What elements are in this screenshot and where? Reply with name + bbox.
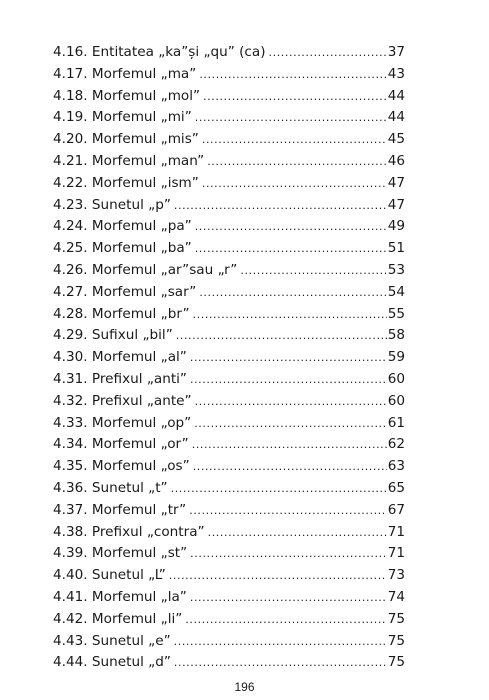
dot-leader [189,500,386,522]
dot-leader [202,129,387,151]
toc-entry-title: 4.30. Morfemul „al” [53,349,187,366]
toc-entry-title: 4.16. Entitatea „ka”și „qu” (ca) [53,44,266,60]
toc-entry [53,391,405,413]
toc-entry [53,522,405,544]
dot-leader [190,347,387,369]
toc-entry-page: 43 [387,65,405,82]
toc-entry-page: 60 [387,392,405,409]
toc-entry [53,369,405,391]
dot-leader [174,195,387,217]
toc-entry [53,347,405,369]
toc-entry [53,631,405,653]
dot-leader [176,325,387,347]
toc-entry-title: 4.38. Prefixul „contra” [53,523,205,540]
toc-entry-page: 51 [387,240,405,257]
toc-entry [53,195,405,217]
toc-entry [53,238,405,260]
toc-entry-title: 4.34. Morfemul „or” [53,436,189,453]
dot-leader [185,609,386,631]
dot-leader [199,64,386,86]
toc-entry [53,173,405,195]
toc-entry-title: 4.26. Morfemul „ar”sau „r” [53,261,238,278]
toc-entry [53,587,405,609]
dot-leader [207,151,387,173]
dot-leader [193,304,387,326]
toc-entry-title: 4.22. Morfemul „ism” [53,174,199,191]
toc-entry-title: 4.37. Morfemul „tr” [53,501,187,518]
dot-leader [195,216,387,238]
toc-entry-title: 4.17. Morfemul „ma” [53,65,197,82]
toc-entry-page: 55 [387,305,405,322]
toc-entry [53,64,405,86]
dot-leader [174,631,387,653]
toc-entry [53,304,405,326]
page-number: 196 [234,680,255,694]
toc-entry [53,652,405,674]
toc-entry-page: 75 [387,610,405,627]
toc-entry-page: 37 [387,44,405,60]
toc-entry-page: 65 [387,479,405,496]
dot-leader [190,587,387,609]
toc-entry-title: 4.29. Sufixul „bil” [53,327,173,344]
toc-entry-title: 4.27. Morfemul „sar” [53,283,197,300]
toc-entry-page: 61 [387,414,405,431]
dot-leader [171,478,387,500]
toc-entry [53,565,405,587]
dot-leader [195,238,387,260]
toc-entry-page: 74 [387,588,405,605]
toc-entry-title: 4.31. Prefixul „anti” [53,370,187,387]
toc-entry-page: 63 [387,458,405,475]
dot-leader [174,652,387,674]
toc-entry-page: 71 [387,523,405,540]
dot-leader [194,413,386,435]
toc-entry-title: 4.43. Sunetul „e” [53,632,171,649]
toc-entry-page: 58 [387,327,405,344]
toc-entry-page: 73 [387,567,405,584]
toc-entry-title: 4.42. Morfemul „li” [53,610,183,627]
toc-entry [53,609,405,631]
toc-entry-title: 4.41. Morfemul „la” [53,588,187,605]
dot-leader [203,86,387,108]
toc-entry-page: 44 [387,87,405,104]
dot-leader [195,391,387,413]
dot-leader [169,565,387,587]
toc-entry-page: 45 [387,131,405,148]
toc-entry [53,413,405,435]
dot-leader [208,522,387,544]
table-of-contents [53,42,405,674]
toc-entry-title: 4.21. Morfemul „man” [53,152,205,169]
toc-entry-page: 47 [387,196,405,213]
toc-entry [53,86,405,108]
toc-entry-title: 4.25. Morfemul „ba” [53,240,192,257]
toc-entry-page: 47 [387,174,405,191]
toc-entry [53,282,405,304]
dot-leader [240,260,386,282]
toc-entry-title: 4.39. Morfemul „st” [53,545,188,562]
dot-leader [199,282,386,304]
toc-entry [53,151,405,173]
toc-entry-title: 4.40. Sunetul „L” [53,567,166,584]
toc-entry-title: 4.23. Sunetul „p” [53,196,171,213]
toc-entry-title: 4.18. Morfemul „mol” [53,87,201,104]
toc-entry [53,456,405,478]
dot-leader [195,107,387,129]
toc-entry-page: 75 [387,654,405,671]
dot-leader [269,42,387,64]
toc-entry [53,325,405,347]
toc-entry-page: 53 [387,261,405,278]
toc-entry-title: 4.28. Morfemul „br” [53,305,190,322]
dot-leader [190,369,387,391]
toc-entry-page: 67 [387,501,405,518]
toc-entry-page: 44 [387,109,405,126]
toc-entry [53,129,405,151]
toc-entry [53,107,405,129]
toc-entry-title: 4.33. Morfemul „op” [53,414,192,431]
toc-entry-page: 75 [387,632,405,649]
toc-entry-page: 60 [387,370,405,387]
toc-entry-page: 62 [387,436,405,453]
toc-entry-page: 71 [387,545,405,562]
toc-entry [53,260,405,282]
toc-entry-title: 4.36. Sunetul „t” [53,479,168,496]
toc-entry-title: 4.32. Prefixul „ante” [53,392,192,409]
toc-entry [53,500,405,522]
toc-entry-title: 4.35. Morfemul „os” [53,458,190,475]
dot-leader [190,543,387,565]
dot-leader [193,456,387,478]
dot-leader [202,173,387,195]
toc-entry-page: 54 [387,283,405,300]
toc-entry-page: 49 [387,218,405,235]
toc-entry-title: 4.20. Morfemul „mis” [53,131,199,148]
toc-entry [53,478,405,500]
toc-entry [53,543,405,565]
toc-entry-title: 4.24. Morfemul „pa” [53,218,192,235]
toc-entry-title: 4.44. Sunetul „d” [53,654,171,671]
dot-leader [192,434,387,456]
toc-entry-page: 46 [387,152,405,169]
toc-entry-page: 59 [387,349,405,366]
toc-entry [53,434,405,456]
toc-entry-title: 4.19. Morfemul „mi” [53,109,192,126]
toc-entry [53,216,405,238]
toc-entry [53,42,405,64]
